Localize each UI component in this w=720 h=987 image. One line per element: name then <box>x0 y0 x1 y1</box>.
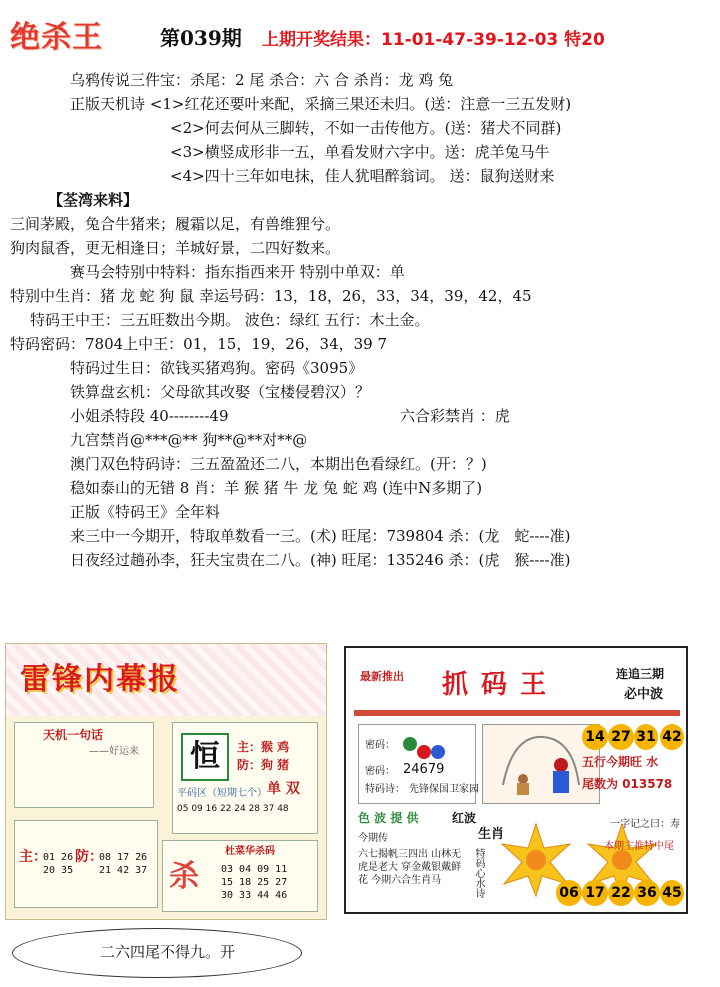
cloud-text: 二六四尾不得九。开 <box>100 943 236 961</box>
body-line-9: 赛马会特别中特料：指东指西来开 特别中单双：单 <box>70 263 405 281</box>
flat-numbers: 05 09 16 22 24 28 37 48 <box>177 804 289 814</box>
guard-label: 防： <box>75 849 103 865</box>
red-ball-icon <box>417 745 431 759</box>
must-wave: 必中波 <box>624 687 664 702</box>
top-ball-1: 14 <box>582 724 608 750</box>
body-line-5: <4>四十三年如电抹，佳人犹唱醉翁词。 送：鼠狗送财来 <box>170 167 555 185</box>
bottom-ball-3: 22 <box>608 880 634 906</box>
poem-label: 特码诗： <box>365 784 405 795</box>
bottom-ball-4: 36 <box>634 880 660 906</box>
text-col1: 今期传 <box>358 833 388 844</box>
top-ball-2: 27 <box>608 724 634 750</box>
body-line-11: 特码王中王：三五旺数出今期。 波色：绿红 五行：木土金。 <box>30 311 430 329</box>
one-char: 一字记之曰：寿 <box>610 819 680 830</box>
body-line-14: 铁算盘玄机：父母欲其改娶（宝楼侵碧汉）？ <box>70 383 371 401</box>
bottom-ball-5: 45 <box>660 880 684 906</box>
logo: 绝杀王 <box>10 20 103 55</box>
text-columns: 六七揭帆三四出 山林无虎是老大 穿金戴银戴鲜花 今期六合生肖马 <box>358 849 462 886</box>
special-poem: 特码心水诗 <box>473 848 484 898</box>
guard-zodiac: 防：狗 猪 <box>237 758 290 772</box>
main-numbers: 01 26 20 35 <box>43 852 74 876</box>
body-line-4: <3>横竖成形非一五，单看发财六字中。送：虎羊兔马牛 <box>170 143 550 161</box>
kill-numbers: 03 04 09 11 15 18 25 27 30 33 44 46 <box>221 864 288 901</box>
body-line-3: <2>何去何从三脚转，不如一击传他方。(送：猪犬不同群) <box>170 119 562 137</box>
guard-numbers: 08 17 26 21 42 37 <box>99 852 148 876</box>
latest-tag: 最新推出 <box>360 670 404 683</box>
body-line-16: 六合彩禁肖 ：虎 <box>400 407 510 425</box>
body-line-20: 正版《特码王》全年料 <box>70 503 221 521</box>
body-line-17: 九宫禁肖@***@** 狗**@**对**@ <box>70 431 308 449</box>
main-zodiac: 主：猴 鸡 <box>237 740 290 754</box>
five-elements: 五行今期旺 水 <box>582 755 659 769</box>
bottom-ball-1: 06 <box>556 880 582 906</box>
phrase-box <box>14 722 154 808</box>
issue-number: 第039期 <box>160 26 242 50</box>
panel-title: 雷锋内幕报 <box>20 662 180 697</box>
top-ball-3: 31 <box>634 724 658 750</box>
body-line-19: 稳如泰山的无错 8 肖：羊 猴 猪 牛 龙 兔 蛇 鸡 (连中N多期了) <box>70 479 483 497</box>
kill-title: 杜菜华杀码 <box>225 846 275 857</box>
big-char: 恒 <box>181 733 229 781</box>
body-line-2: 正版天机诗 <1>红花还要叶来配，采摘三果还未归。(送：注意一三五发财) <box>70 95 572 113</box>
body-line-15: 小姐杀特段 40--------49 <box>70 407 229 425</box>
body-line-10: 特别中生肖：猪 龙 蛇 狗 鼠 幸运号码：13，18，26，33，34，39，42，45 <box>10 287 532 305</box>
body-line-22: 日夜经过趟孙李，狂夫宝贵在二八。(神) 旺尾：135246 杀：(虎 猴----准) <box>70 551 571 569</box>
tail-numbers: 尾数为 013578 <box>582 777 673 791</box>
body-line-7: 三间茅殿，兔合牛猪来；履霜以足，有兽维狸兮。 <box>10 215 341 233</box>
top-ball-4: 42 <box>660 724 684 750</box>
number-box <box>14 820 158 908</box>
body-line-12: 特码密码：7804上中王：01，15，19，26，34，39 7 <box>10 335 388 353</box>
body-line-21: 来三中一今期开，特取单数看一三。(术) 旺尾：739804 杀：(龙 蛇----准) <box>70 527 571 545</box>
core-box <box>172 722 318 834</box>
code-label: 密码： <box>365 766 395 777</box>
panel-title: 抓 码 王 <box>442 670 549 700</box>
code-value: 24679 <box>403 762 445 777</box>
color-label: 色 波 提 供 <box>358 811 419 825</box>
feature-label: 本期主推特中尾 <box>604 841 674 852</box>
kill-char: 杀 <box>169 859 199 894</box>
kill-box <box>162 840 318 912</box>
poem-text: 先锋保国卫家园 <box>409 784 479 795</box>
body-line-13: 特码过生日：欲钱买猪鸡狗。密码《3095》 <box>70 359 364 377</box>
divider-bar <box>354 710 680 716</box>
body-line-8: 狗肉鼠香，更无相逢日；羊城好景，二四好数来。 <box>10 239 341 257</box>
section-heading: 【荃湾来料】 <box>48 191 139 209</box>
blue-ball-icon <box>431 745 445 759</box>
code-box <box>358 724 479 804</box>
color-value: 红波 <box>452 811 477 825</box>
leifeng-panel <box>5 643 327 920</box>
secret-label: 密码： <box>365 740 395 751</box>
green-ball-icon <box>403 737 417 751</box>
streak-text: 连追三期 <box>616 667 665 681</box>
shengxiao-label: 生肖 <box>478 827 505 842</box>
last-result: 上期开奖结果：11-01-47-39-12-03 特20 <box>262 30 605 50</box>
phrase-sub: ——好运来 <box>89 746 139 757</box>
body-line-18: 澳门双色特码诗：三五盈盈还二八，本期出色看绿红。(开：？) <box>70 455 487 473</box>
flat-label: 平码区（短期七个） <box>177 788 267 799</box>
body-line-1: 乌鸦传说三件宝：杀尾：2 尾 杀合：六 合 杀肖：龙 鸡 兔 <box>70 71 454 89</box>
single-double: 单 双 <box>267 781 300 797</box>
main-label: 主： <box>19 849 47 865</box>
phrase-title: 天机一句话 <box>43 728 104 742</box>
zhuama-panel <box>344 646 688 914</box>
bottom-ball-2: 17 <box>582 880 608 906</box>
